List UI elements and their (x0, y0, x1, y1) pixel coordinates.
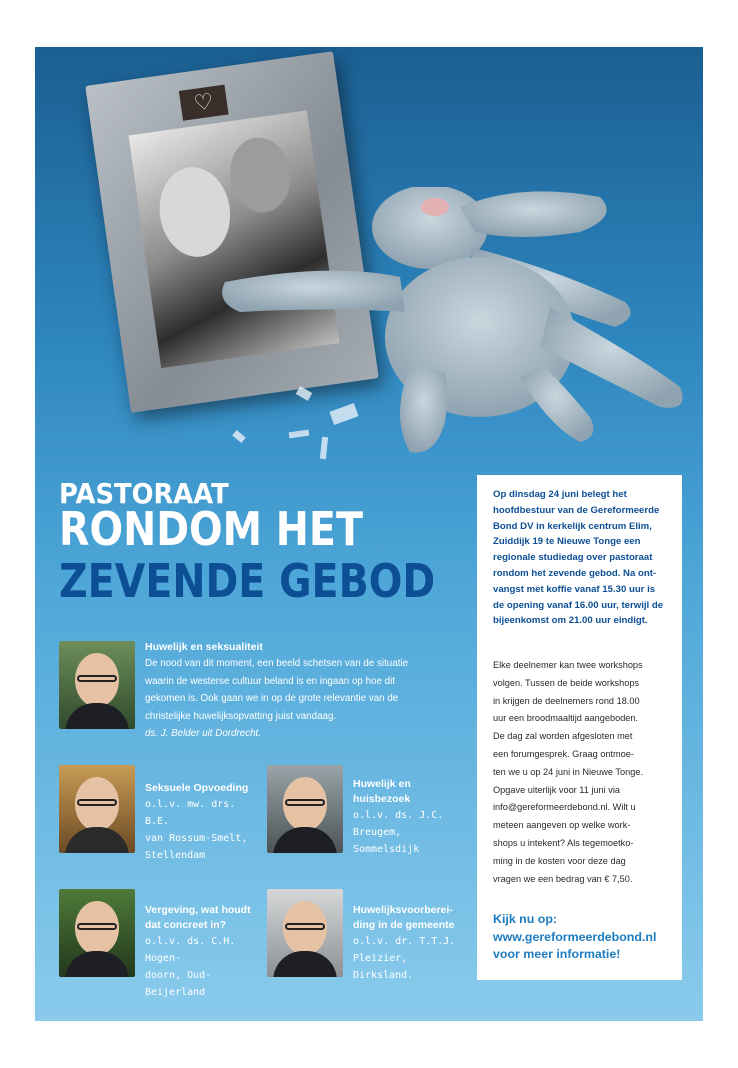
main-speaker-text-line: De nood van dit moment, een beeld schetsen van de situatie (145, 658, 409, 669)
info-body-line: vragen we een bedrag van € 7,50. (493, 873, 633, 884)
stuffed-bunny (220, 187, 690, 457)
main-speaker-text-line: waarin de westerse cultuur beland is en ingaan op hoe dit (145, 675, 395, 687)
workshop-detail: o.l.v. dr. T.T.J. Pleizier, (353, 936, 456, 964)
workshop-detail: o.l.v. ds. C.H. Hogen- (145, 936, 236, 964)
workshop-detail: o.l.v. ds. J.C. Breugem, (353, 810, 444, 838)
info-body-line: ten we u op 24 juni in Nieuwe Tonge. (493, 766, 643, 777)
info-body-line: De dag zal worden afgesloten met (493, 731, 633, 742)
speaker-photo-pleizier (267, 889, 343, 977)
info-lead-line: Bond DV in kerkelijk centrum Elim, (493, 520, 652, 532)
workshop-detail: Stellendam (145, 850, 206, 861)
info-box (477, 475, 682, 980)
info-body-line: shops u intekent? Als tegemoetko- (493, 837, 634, 848)
workshop-title: Huwelijk en (353, 778, 411, 790)
info-lead-line: Zuiddijk 19 te Nieuwe Tonge een (493, 536, 641, 548)
info-body-line: meteen aangeven op welke work- (493, 820, 631, 831)
title-line-2: RONDOM HET (59, 502, 363, 556)
main-speaker-text-line: christelijke huwelijksopvatting juist vandaag. (145, 710, 337, 722)
workshop-title: dat concreet in? (145, 919, 227, 931)
info-body-line: volgen. Tussen de beide workshops (493, 677, 640, 688)
info-lead-line: Op dinsdag 24 juni belegt het (493, 489, 627, 500)
speaker-photo-belder (59, 641, 135, 729)
workshop-detail: doorn, Oud-Beijerland (145, 970, 212, 998)
info-lead-line: bijeenkomst om 21.00 uur eindigt. (493, 615, 648, 627)
info-lead (493, 487, 671, 629)
workshop-title: ding in de gemeente (353, 919, 455, 931)
workshop-detail: o.l.v. mw. drs. B.E. (145, 799, 236, 827)
workshop-1 (145, 781, 255, 864)
info-lead-line: regionale studiedag over pastoraat (493, 552, 653, 564)
info-lead-line: de opening vanaf 16.00 uur, terwijl de (493, 599, 664, 611)
info-body-line: Elke deelnemer kan twee workshops (493, 660, 643, 670)
info-body-line: in krijgen de deelnemers rond 18.00 (493, 695, 640, 706)
speaker-photo-breugem (267, 765, 343, 853)
workshop-2 (353, 777, 473, 858)
workshop-detail: Sommelsdijk (353, 844, 420, 855)
workshop-detail: Dirksland. (353, 970, 414, 981)
speaker-photo-van-rossum (59, 765, 135, 853)
workshop-4 (353, 903, 478, 984)
poster (35, 47, 703, 1021)
heart-icon: ♡ (179, 85, 229, 121)
workshop-3 (145, 903, 260, 1001)
title-line-1: PASTORAAT (59, 477, 229, 510)
info-body-line: Opgave uiterlijk voor 11 juni via (493, 784, 620, 795)
workshop-title: huisbezoek (353, 793, 411, 805)
info-lead-line: hoofdbestuur van de Gereformeerde (493, 504, 660, 516)
info-cta (493, 911, 673, 964)
workshop-title: Seksuele Opvoeding (145, 782, 249, 794)
info-body-line: ming in de kosten voor deze dag (493, 855, 626, 866)
info-body-line: uur een broodmaaltijd aangeboden. (493, 713, 639, 724)
workshop-title: Huwelijksvoorberei- (353, 904, 453, 916)
info-lead-line: vangst met koffie vanaf 15.30 uur is (493, 583, 656, 595)
main-speaker-text-line: gekomen is. Ook gaan we in op de grote relevantie van de (145, 693, 399, 704)
main-speaker-heading: Huwelijk en seksualiteit (145, 641, 263, 653)
cta-label: Kijk nu op: (493, 912, 558, 926)
info-body (493, 657, 673, 888)
website-link[interactable]: www.gereformeerdebond.nl (493, 929, 657, 944)
info-body-line: een forumgesprek. Graag ontmoe- (493, 748, 634, 759)
workshop-title: Vergeving, wat houdt (145, 904, 251, 916)
title-line-3: ZEVENDE GEBOD (59, 554, 436, 608)
speaker-photo-hogendoorn (59, 889, 135, 977)
info-lead-line: rondom het zevende gebod. Na ont- (493, 567, 657, 579)
workshop-detail: van Rossum-Smelt, (145, 833, 248, 844)
main-speaker-name: ds. J. Belder uit Dordrecht. (145, 728, 261, 739)
main-speaker-block (145, 640, 475, 742)
info-body-line[interactable]: info@gereformeerdebond.nl. Wilt u (493, 802, 636, 813)
cta-suffix: voor meer informatie! (493, 947, 621, 961)
